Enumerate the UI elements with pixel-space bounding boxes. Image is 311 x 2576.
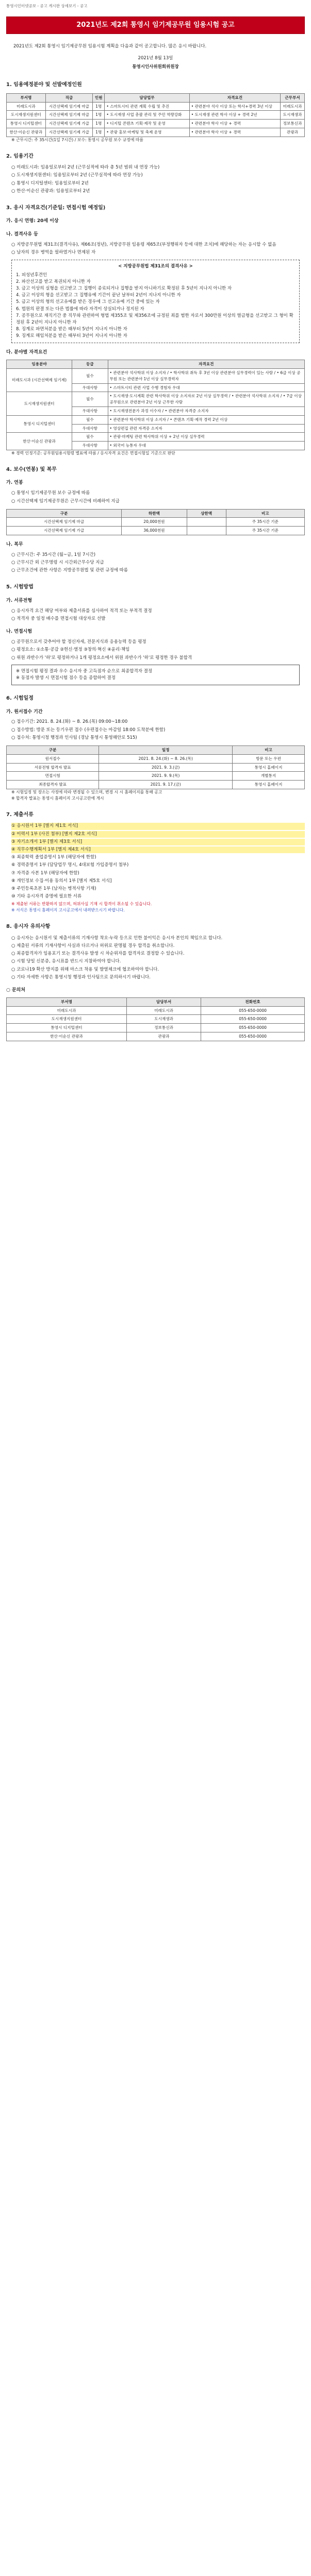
- list-item: ○ 최종합격자가 임용포기 또는 결격사유 발생 시 차순위자를 합격자로 결정할 수 있습니다.: [11, 951, 185, 957]
- section-4-heading: 4. 보수(연봉) 및 복무: [6, 466, 57, 472]
- table-row: [7, 527, 305, 535]
- table-cell: 시간선택제 임기제 마급: [45, 111, 92, 120]
- table-cell: • 관련분야 학사 이상 + 경력: [189, 128, 280, 137]
- table-row: [7, 369, 305, 384]
- table-cell: 2021. 9. 3.(금): [99, 763, 233, 772]
- table-cell: 통영시 디지털센터: [7, 415, 72, 433]
- section-7-heading: 7. 제출서류: [6, 811, 34, 818]
- section-1-footnote: ※ 근무시간: 주 35시간(1일 7시간) / 보수: 통영시 공무원 보수 규정에 따름: [11, 137, 143, 142]
- table-cell: 시간선택제 임기제 가급: [7, 527, 122, 535]
- subsection-heading: 가. 원서접수 기간: [6, 709, 43, 715]
- list-item: ○ 평정요소: ①소통·공감 ②헌신·열정 ③창의·혁신 ④윤리·책임: [11, 647, 130, 653]
- list-item: ○ 시간선택제 임기제공무원은 근무시간에 비례하여 지급: [11, 498, 120, 504]
- schedule-table: [6, 745, 305, 789]
- table-cell: 시간선택제 임기제 가급: [45, 120, 92, 128]
- table-header: 임용분야: [7, 360, 72, 369]
- table-row: [7, 128, 305, 137]
- list-item: ○ 제출된 서류의 기재사항이 사실과 다르거나 허위로 판명될 경우 합격을 취소합니다.: [11, 943, 175, 949]
- list-item: ⑦ 자격증 사본 1부 (해당자에 한함): [11, 870, 79, 876]
- table-row: [7, 1015, 305, 1024]
- breadcrumb: 통영시인터넷공보 - 공고 게시판 상세보기 - 공고: [6, 4, 88, 8]
- list-item: 3. 금고 이상의 실형을 선고받고 그 집행이 종료되거나 집행을 받지 아니하기로 확정된 후 5년이 지나지 아니한 자: [16, 286, 232, 292]
- table-row: [7, 120, 305, 128]
- table-cell: 055-650-0000: [201, 1032, 305, 1041]
- table-cell: 1명: [93, 128, 105, 137]
- list-item: ○ 응시자격 요건 해당 여부와 제출서류를 심사하여 적격 또는 부적격 결정: [11, 608, 152, 614]
- table-cell: 주 35시간 기준: [226, 518, 304, 527]
- list-item: 6. 법원의 판결 또는 다른 법률에 따라 자격이 상실되거나 정지된 자: [16, 306, 144, 312]
- list-item: 8. 징계로 파면처분을 받은 때부터 5년이 지나지 아니한 자: [16, 327, 127, 332]
- table-cell: 한산·이순신 관광과: [7, 1032, 127, 1041]
- table-cell: 우대사항: [72, 383, 108, 392]
- table-cell: • 도시재생 관련 학사 이상 + 경력 2년: [189, 111, 280, 120]
- table-cell: • 스마트시티 관련 계획 수립 및 추진: [105, 102, 189, 111]
- list-item: 9. 징계로 해임처분을 받은 때부터 3년이 지나지 아니한 자: [16, 333, 127, 339]
- table-header: 일정: [99, 745, 233, 754]
- list-item: 2. 파산선고를 받고 복권되지 아니한 자: [16, 279, 91, 284]
- page-title: 2021년도 제2회 통영시 임기제공무원 임용시험 공고: [6, 16, 305, 34]
- table-row: [7, 433, 305, 442]
- table-cell: 관광과: [126, 1032, 201, 1041]
- evaluation-notice-box: [11, 665, 300, 685]
- table-cell: 주 35시간 기준: [226, 527, 304, 535]
- list-item: ○ 도시재생지원센터: 임용일로부터 2년 (근무실적에 따라 연장 가능): [11, 173, 143, 178]
- table-cell: • 관광·마케팅 관련 학사학위 이상 + 2년 이상 실무경력: [108, 433, 304, 442]
- table-header: 전화번호: [201, 997, 305, 1006]
- table-row: [7, 754, 305, 763]
- table-row: [7, 1006, 305, 1015]
- list-item: ④ 직무수행계획서 1부 [별지 제4호 서식]: [11, 846, 305, 853]
- list-item: ○ 통영시 디지털센터: 임용일로부터 2년: [11, 180, 89, 186]
- subsection-heading: 가. 서류전형: [6, 598, 32, 603]
- table-header-row: [7, 997, 305, 1006]
- table-cell: • 도시재생 사업 총괄 관리 및 주민 역량강화: [105, 111, 189, 120]
- list-item: ○ 응시자는 응시원서 및 제출서류의 기재사항 착오·누락 등으로 인한 불이익은 응시자 본인의 책임으로 합니다.: [11, 935, 223, 941]
- list-item: ⑤ 최종학력 졸업증명서 1부 (해당자에 한함): [11, 855, 96, 860]
- list-item: ⑨ 주민등록초본 1부 (남자는 병적사항 기재): [11, 886, 96, 891]
- section-3-heading: 3. 응시 자격요건(기준일: 면접시험 예정일): [6, 205, 106, 211]
- list-item: ○ 시험 당일 신분증, 응시표를 반드시 지참하여야 합니다.: [11, 959, 121, 964]
- section-2-heading: 2. 임용기간: [6, 153, 34, 159]
- table-cell: 도시재생지원센터: [7, 111, 46, 120]
- table-header: 상한액: [187, 509, 226, 518]
- table-cell: 필수: [72, 392, 108, 407]
- list-item: ○ 한산·이순신 관광과: 임용일로부터 2년: [11, 188, 90, 194]
- subsection-heading: 나. 결격사유 등: [6, 232, 38, 238]
- table-cell: 한산·이순신 관광과: [7, 433, 72, 450]
- issuing-organization: 통영시인사위원회위원장: [132, 64, 179, 70]
- table-header: 자격요건: [108, 360, 304, 369]
- table-cell: 시간선택제 임기제 가급: [45, 128, 92, 137]
- table-header: 자격요건: [189, 93, 280, 102]
- list-item: ○ 적격자 중 일정 배수를 면접시험 대상자로 선발: [11, 616, 106, 622]
- list-item: 4. 금고 이상의 형을 선고받고 그 집행유예 기간이 끝난 날부터 2년이 지나지 아니한 자: [16, 293, 181, 298]
- table-cell: 055-650-0000: [201, 1024, 305, 1032]
- table-cell: 2021. 8. 24.(화) ~ 8. 26.(목): [99, 754, 233, 763]
- table-header-row: [7, 509, 305, 518]
- list-item: ○ 통영시 임기제공무원 보수 규정에 따름: [11, 490, 90, 496]
- list-item: ⑥ 경력증명서 1부 (담당업무 명시, 4대보험 가입증명서 첨부): [11, 862, 129, 868]
- intro-text: 2021년도 제2회 통영시 임기제공무원 임용시험 계획을 다음과 같이 공고합니다. 많은 응시 바랍니다.: [13, 43, 207, 49]
- table-cell: 미래도시과: [281, 102, 305, 111]
- table-cell: • 관련분야 석사학위 이상 소지자 / • 학사학위 취득 후 3년 이상 관련분야 실무경력이 있는 사람 / • 6급 이상 공무원 또는 관련분야 1년 이상 실무경력자: [108, 369, 304, 384]
- table-cell: 정보통신과: [126, 1024, 201, 1032]
- table-cell: 필수: [72, 415, 108, 424]
- subsection-heading: ○ 문의처: [6, 987, 26, 993]
- table-cell: 면접시험: [7, 772, 99, 781]
- list-item: ○ 공무원으로서 갖추어야 할 정신자세, 전문지식과 응용능력 등을 평정: [11, 639, 146, 645]
- salary-table: [6, 509, 305, 535]
- contact-table: [6, 997, 305, 1041]
- list-item: ○ 근무시간 외 근무명령 시 시간외근무수당 지급: [11, 560, 104, 566]
- table-header: 근무부서: [281, 93, 305, 102]
- table-header: 비고: [226, 509, 304, 518]
- table-cell: 우대사항: [72, 424, 108, 433]
- list-item: ○ 미래도시과: 임용일로부터 2년 (근무실적에 따라 총 5년 범위 내 연장 가능): [11, 165, 160, 171]
- list-item: ○ 접수기간: 2021. 8. 24.(화) ~ 8. 26.(목) 09:00~18:00: [11, 719, 128, 725]
- table-cell: 필수: [72, 433, 108, 442]
- table-header: 담당업무: [105, 93, 189, 102]
- table-cell: • 관광 홍보·마케팅 및 축제 운영: [105, 128, 189, 137]
- table-cell: [187, 518, 226, 527]
- table-cell: 통영시 홈페이지: [233, 781, 305, 789]
- table-cell: 우대사항: [72, 442, 108, 450]
- qualification-table: [6, 360, 305, 450]
- table-header: 부서명: [7, 93, 46, 102]
- table-cell: 시간선택제 임기제 마급: [7, 518, 122, 527]
- table-cell: 원서접수: [7, 754, 99, 763]
- info-note: ※ 서식은 통영시 홈페이지 고시공고에서 내려받으시기 바랍니다.: [11, 908, 125, 913]
- list-item: ※ 동점자 발생 시 면접시험 점수 등을 종합하여 결정: [16, 675, 116, 681]
- list-item: ② 이력서 1부 (사진 첨부) [별지 제2호 서식]: [11, 831, 305, 838]
- table-cell: 방문 또는 우편: [233, 754, 305, 763]
- table-header: 구분: [7, 745, 99, 754]
- list-item: ○ 코로나19 확산 방지를 위해 마스크 착용 및 발열체크에 협조하여야 합니다.: [11, 967, 159, 972]
- table-header: 부서명: [7, 997, 127, 1006]
- subsection-heading: 나. 면접시험: [6, 629, 32, 635]
- table-row: [7, 415, 305, 424]
- list-item: ○ 지방공무원법 제31조(결격사유), 제66조(정년), 지방공무원 임용령 제65조(부정행위자 등에 대한 조치)에 해당하는 자는 응시할 수 없음: [11, 242, 276, 248]
- table-row: [7, 111, 305, 120]
- section-5-heading: 5. 시험방법: [6, 584, 34, 590]
- table-row: [7, 763, 305, 772]
- table-cell: 시간선택제 임기제 마급: [45, 102, 92, 111]
- table-cell: 미래도시과: [126, 1006, 201, 1015]
- list-item: ○ 위원 과반수가 '하'로 평정하거나 1개 평정요소에서 위원 과반수가 '하'로 평정한 경우 불합격: [11, 655, 192, 660]
- table-cell: 도시재생과: [126, 1015, 201, 1024]
- table-cell: • 관련분야 학사 이상 + 경력: [189, 120, 280, 128]
- table-header: 인원: [93, 93, 105, 102]
- table-cell: 2021. 9. 17.(금): [99, 781, 233, 789]
- list-item: ○ 접수방법: 방문 또는 등기우편 접수 (우편접수는 마감일 18:00 도착분에 한함): [11, 727, 166, 733]
- list-item: 7. 공무원으로 재직기간 중 직무와 관련하여 형법 제355조 및 제356조에 규정된 죄를 범한 자로서 300만원 이상의 벌금형을 선고받고 그 형이 확정된 후 2년이 지나지 아니한 자: [16, 313, 293, 325]
- table-row: [7, 102, 305, 111]
- warning-note: ※ 제출된 서류는 반환하지 않으며, 허위사실 기재 시 합격이 취소될 수 있습니다.: [11, 902, 152, 907]
- list-item: 1. 피성년후견인: [16, 272, 47, 278]
- table-cell: • 영상편집 관련 자격증 소지자: [108, 424, 304, 433]
- table-cell: • 관련분야 학사학위 이상 소지자 / • 콘텐츠 기획·제작 경력 2년 이상: [108, 415, 304, 424]
- table-header-row: [7, 745, 305, 754]
- table-row: [7, 392, 305, 407]
- table-cell: 1명: [93, 102, 105, 111]
- subsection-heading: 나. 복무: [6, 542, 23, 547]
- table-row: [7, 1024, 305, 1032]
- section-1-heading: 1. 임용예정분야 및 선발예정인원: [6, 82, 82, 88]
- table-header-row: [7, 93, 305, 102]
- table-cell: 통영시 홈페이지: [233, 763, 305, 772]
- subsection-heading: 가. 응시 연령: 20세 이상: [6, 218, 59, 224]
- table-cell: 055-650-0000: [201, 1006, 305, 1015]
- disqualification-box: [11, 260, 300, 344]
- table-header: 등급: [72, 360, 108, 369]
- table-row: [7, 781, 305, 789]
- table-cell: • 디지털 콘텐츠 기획·제작 및 운영: [105, 120, 189, 128]
- table-cell: • 도시재생·도시계획 관련 학사학위 이상 소지자로 2년 이상 실무경력 / • 관련분야 석사학위 소지자 / • 7급 이상 공무원으로 관련분야 2년 이상 근무한 사람: [108, 392, 304, 407]
- table-row: [7, 772, 305, 781]
- subsection-heading: 가. 연봉: [6, 480, 23, 486]
- list-item: ⑧ 개인정보 수집·이용 동의서 1부 [별지 제5호 서식]: [11, 878, 112, 884]
- table-cell: 미래도시과: [7, 1006, 127, 1015]
- list-item: ○ 근무시간: 주 35시간 (월~금, 1일 7시간): [11, 552, 96, 557]
- table-cell: 도시재생지원센터: [7, 392, 72, 415]
- table-cell: 필수: [72, 369, 108, 384]
- table-cell: 서류전형 합격자 발표: [7, 763, 99, 772]
- qualification-note: ※ 경력 인정기준: 공무원임용시험령 별표에 따름 / 응시자격 요건은 면접시험일 기준으로 판단: [11, 450, 175, 455]
- table-row: [7, 1032, 305, 1041]
- table-cell: 통영시 디지털센터: [7, 120, 46, 128]
- table-cell: 1명: [93, 111, 105, 120]
- table-cell: 미래도시과: [7, 102, 46, 111]
- schedule-note: ※ 합격자 발표는 통영시 홈페이지 고시공고란에 게시: [11, 795, 104, 801]
- table-cell: 20,000천원: [122, 518, 187, 527]
- list-item: ① 응시원서 1부 [별지 제1호 서식]: [11, 823, 305, 829]
- table-cell: 2021. 9. 9.(목): [99, 772, 233, 781]
- subsection-heading: 다. 분야별 자격요건: [6, 350, 47, 355]
- list-item: ⑩ 기타 응시자격 증명에 필요한 서류: [11, 894, 82, 900]
- table-header: 담당부서: [126, 997, 201, 1006]
- table-cell: 도시재생과: [281, 111, 305, 120]
- table-cell: 도시재생지원센터: [7, 1015, 127, 1024]
- schedule-note: ※ 시험일정 및 장소는 사정에 따라 변경될 수 있으며, 변경 시 시 홈페이지를 통해 공고: [11, 789, 162, 794]
- table-cell: 1명: [93, 120, 105, 128]
- table-cell: 우대사항: [72, 407, 108, 416]
- list-item: ○ 남자의 경우 병역을 필하였거나 면제된 자: [11, 250, 96, 256]
- list-item: 5. 금고 이상의 형의 선고유예를 받은 경우에 그 선고유예 기간 중에 있는 자: [16, 299, 160, 305]
- section-6-heading: 6. 시험일정: [6, 696, 34, 702]
- table-header: 구분: [7, 509, 122, 518]
- table-cell: [187, 527, 226, 535]
- section-8-heading: 8. 응시자 유의사항: [6, 924, 51, 930]
- list-item: ○ 기타 자세한 사항은 통영시청 행정과 인사팀으로 문의하시기 바랍니다.: [11, 974, 151, 980]
- table-header-row: [7, 360, 305, 369]
- table-header: 직급: [45, 93, 92, 102]
- announcement-date: 2021년 8월 13일: [138, 55, 173, 61]
- box-title: < 지방공무원법 제31조의 결격사유 >: [118, 263, 193, 269]
- table-cell: 36,000천원: [122, 527, 187, 535]
- table-cell: 통영시 디지털센터: [7, 1024, 127, 1032]
- table-cell: 한산·이순신 관광과: [7, 128, 46, 137]
- list-item: ※ 면접시험 평정 결과 우수 응시자 중 고득점자 순으로 최종합격자 결정: [16, 668, 153, 674]
- table-row: [7, 518, 305, 527]
- table-cell: • 스마트시티 관련 사업 수행 경험자 우대: [108, 383, 304, 392]
- table-cell: 055-650-0000: [201, 1015, 305, 1024]
- table-cell: 정보통신과: [281, 120, 305, 128]
- list-item: ○ 근무조건에 관한 사항은 지방공무원법 및 관련 규정에 따름: [11, 568, 128, 573]
- table-cell: 최종합격자 발표: [7, 781, 99, 789]
- table-cell: • 도시재생전문가 과정 이수자 / • 관련분야 자격증 소지자: [108, 407, 304, 416]
- table-header: 비고: [233, 745, 305, 754]
- table-cell: • 관련분야 석사 이상 또는 학사+경력 3년 이상: [189, 102, 280, 111]
- table-cell: 미래도시과 (시간선택제 임기제): [7, 369, 72, 392]
- table-header: 하한액: [122, 509, 187, 518]
- table-cell: 개별통지: [233, 772, 305, 781]
- table-cell: • 외국어 능통자 우대: [108, 442, 304, 450]
- table-cell: 관광과: [281, 128, 305, 137]
- list-item: ③ 자기소개서 1부 [별지 제3호 서식]: [11, 839, 305, 845]
- list-item: ○ 접수처: 통영시청 행정과 인사팀 (경남 통영시 통영해안로 515): [11, 735, 137, 740]
- position-table: [6, 93, 305, 137]
